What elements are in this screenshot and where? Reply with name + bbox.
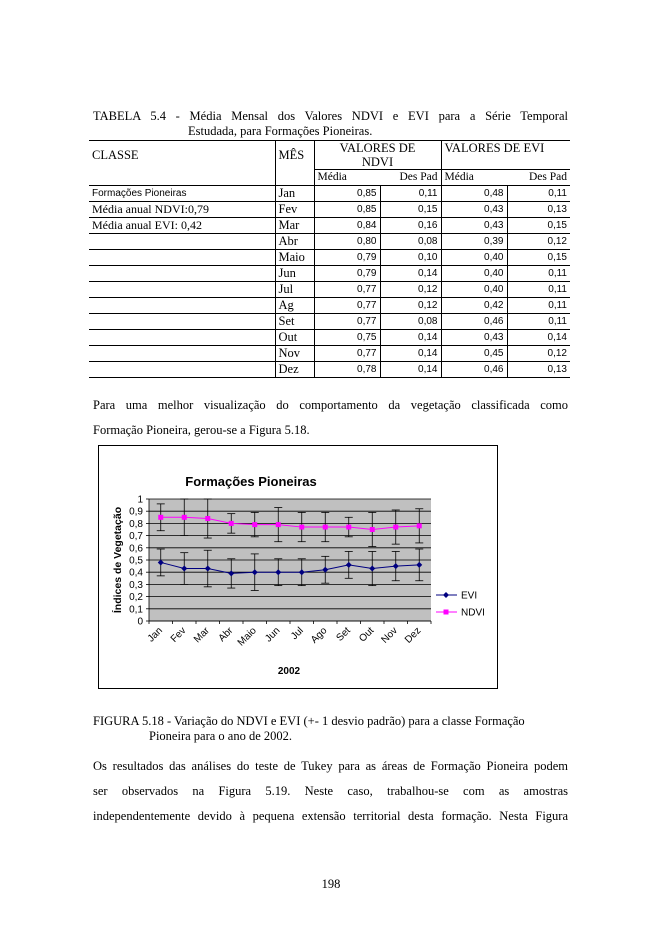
table-cell-month: Nov [275,345,314,361]
table-cell-evi-media: 0,48 [441,185,507,201]
table-cell-class [89,233,275,249]
legend-label-ndvi: NDVI [461,607,485,619]
data-point-ndvi [346,525,351,530]
y-tick-label: 0,7 [129,531,143,543]
ndvi-evi-table [89,140,570,378]
line-chart [99,446,497,688]
table-cell-class [89,281,275,297]
x-tick-label: Dez [403,625,424,646]
table-row [89,281,570,297]
subheader-evi-media: Média [441,170,507,186]
table-cell-ndvi-media: 0,77 [314,281,380,297]
paragraph-tukey [93,754,568,829]
table-row [89,313,570,329]
table-cell-ndvi-desvio: 0,12 [380,297,441,313]
page-number: 198 [321,877,341,891]
table-cell-evi-media: 0,39 [441,233,507,249]
table-cell-evi-desvio: 0,11 [507,265,570,281]
table-cell-ndvi-desvio: 0,08 [380,233,441,249]
table-row [89,361,570,377]
table-cell-evi-media: 0,43 [441,217,507,233]
table-cell-ndvi-media: 0,80 [314,233,380,249]
y-tick-label: 0,8 [129,518,143,530]
data-point-ndvi [370,527,375,532]
paragraph-intro-line2: Formação Pioneira, gerou-se a Figura 5.18. [93,423,310,437]
table-cell-evi-desvio: 0,15 [507,217,570,233]
legend-marker-evi [443,592,449,598]
x-tick-label: Nov [379,625,400,646]
header-evi-label: VALORES DE EVI [444,141,545,155]
x-axis-label: 2002 [277,666,301,677]
table-cell-month: Out [275,329,314,345]
table-cell-ndvi-desvio: 0,14 [380,265,441,281]
table-cell-ndvi-media: 0,77 [314,313,380,329]
table-cell-evi-media: 0,46 [441,361,507,377]
table-cell-class [89,265,275,281]
table-cell-class: Média anual EVI: 0,42 [89,217,275,233]
subheader-empty-mes [275,170,314,186]
header-ndvi-line2: NDVI [361,155,394,169]
subheader-empty [89,170,275,186]
table-cell-class [89,329,275,345]
table-cell-evi-desvio: 0,12 [507,345,570,361]
table-cell-ndvi-media: 0,77 [314,297,380,313]
y-axis-label: Índices de Vegetação [112,506,124,614]
table-cell-evi-desvio: 0,13 [507,201,570,217]
figure-caption [93,714,573,744]
x-tick-label: Set [334,625,353,644]
table-cell-ndvi-media: 0,75 [314,329,380,345]
table-cell-ndvi-media: 0,78 [314,361,380,377]
table-cell-evi-media: 0,40 [441,249,507,265]
x-tick-label: Jan [145,625,165,645]
table-row [89,233,570,249]
table-caption [93,109,568,139]
table-cell-evi-media: 0,40 [441,265,507,281]
table-row [89,249,570,265]
table-cell-evi-media: 0,42 [441,297,507,313]
data-point-ndvi [417,523,422,528]
y-tick-label: 0,5 [129,555,143,567]
table-row [89,297,570,313]
chart-title: Formações Pioneiras [185,474,317,489]
y-tick-label: 0,3 [129,579,143,591]
y-tick-label: 0,2 [129,592,143,604]
table-cell-ndvi-media: 0,85 [314,201,380,217]
table-row [89,329,570,345]
table-cell-month: Jan [275,185,314,201]
y-tick-label: 0,4 [129,567,143,579]
data-point-ndvi [276,522,281,527]
table-cell-evi-media: 0,46 [441,313,507,329]
paragraph-tukey-line3: independentemente devido à pequena extensão territorial desta formação. Nesta Figura [93,809,568,823]
paragraph-intro [93,393,568,443]
x-tick-label: Ago [309,625,330,646]
y-tick-label: 0,9 [129,506,143,518]
subheader-evi-despad: Des Pad [507,170,570,186]
data-point-ndvi [182,515,187,520]
table-cell-evi-desvio: 0,12 [507,233,570,249]
table-cell-evi-desvio: 0,11 [507,185,570,201]
table-row [89,217,570,233]
table-cell-ndvi-media: 0,79 [314,249,380,265]
table-cell-ndvi-desvio: 0,15 [380,201,441,217]
data-point-ndvi [205,516,210,521]
x-tick-label: Maio [235,625,259,649]
figure-caption-line1: FIGURA 5.18 - Variação do NDVI e EVI (+- 1 desvio padrão) para a classe Formação [93,714,525,728]
table-cell-month: Abr [275,233,314,249]
table-cell-evi-media: 0,43 [441,201,507,217]
table-cell-evi-media: 0,40 [441,281,507,297]
table-cell-ndvi-desvio: 0,11 [380,185,441,201]
table-caption-line1: TABELA 5.4 - Média Mensal dos Valores NDVI e EVI para a Série Temporal [93,109,568,123]
table-cell-month: Maio [275,249,314,265]
header-ndvi [314,141,441,170]
table-cell-class [89,313,275,329]
x-tick-label: Jul [289,625,306,643]
y-tick-label: 0 [137,616,143,628]
table-cell-month: Ag [275,297,314,313]
table-body [89,141,570,378]
table-subheader-row [89,170,570,186]
header-classe: CLASSE [89,141,275,170]
table-cell-class: Média anual NDVI:0,79 [89,201,275,217]
table-cell-ndvi-desvio: 0,14 [380,361,441,377]
table-cell-ndvi-media: 0,84 [314,217,380,233]
table-cell-class [89,345,275,361]
table-header-row [89,141,570,170]
table-cell-evi-desvio: 0,13 [507,361,570,377]
header-mes-label: MÊS [278,147,305,162]
table-cell-month: Jul [275,281,314,297]
paragraph-tukey-line2: ser observados na Figura 5.19. Neste caso, trabalhou-se com as amostras [93,784,568,798]
table-cell-evi-desvio: 0,11 [507,281,570,297]
table-cell-ndvi-desvio: 0,10 [380,249,441,265]
header-mes [275,141,314,170]
table-cell-class [89,297,275,313]
subheader-ndvi-despad: Des Pad [380,170,441,186]
figure-caption-line2: Pioneira para o ano de 2002. [149,729,293,743]
chart-figure [98,445,498,689]
data-point-ndvi [229,521,234,526]
paragraph-intro-line1: Para uma melhor visualização do comportamento da vegetação classificada como [93,398,568,412]
x-tick-label: Abr [216,625,236,645]
data-point-ndvi [158,515,163,520]
x-tick-label: Fev [168,625,189,645]
data-point-ndvi [393,525,398,530]
table-row [89,185,570,201]
table-cell-ndvi-desvio: 0,14 [380,329,441,345]
y-tick-label: 0,1 [129,604,143,616]
table-cell-evi-desvio: 0,11 [507,313,570,329]
table-row [89,345,570,361]
table-cell-ndvi-media: 0,77 [314,345,380,361]
table-row [89,201,570,217]
table-cell-month: Fev [275,201,314,217]
data-point-ndvi [323,525,328,530]
data-point-ndvi [299,525,304,530]
table-row [89,265,570,281]
table-cell-month: Set [275,313,314,329]
table-cell-class: Formações Pioneiras [89,185,275,201]
paragraph-tukey-line1: Os resultados das análises do teste de Tukey para as áreas de Formação Pioneira podem [93,759,568,773]
table-cell-ndvi-media: 0,79 [314,265,380,281]
table-cell-ndvi-desvio: 0,14 [380,345,441,361]
legend-marker-ndvi [444,610,449,615]
subheader-ndvi-media: Média [314,170,380,186]
table-cell-evi-desvio: 0,14 [507,329,570,345]
header-evi [441,141,570,170]
data-point-ndvi [252,522,257,527]
table-cell-evi-desvio: 0,15 [507,249,570,265]
table-caption-line2: Estudada, para Formações Pioneiras. [188,124,373,138]
table-cell-evi-desvio: 0,11 [507,297,570,313]
table-cell-month: Jun [275,265,314,281]
table-cell-ndvi-media: 0,85 [314,185,380,201]
table-cell-month: Mar [275,217,314,233]
table-cell-ndvi-desvio: 0,16 [380,217,441,233]
table-cell-evi-media: 0,43 [441,329,507,345]
table-cell-class [89,249,275,265]
table-cell-evi-media: 0,45 [441,345,507,361]
legend-label-evi: EVI [461,590,478,602]
table-cell-ndvi-desvio: 0,08 [380,313,441,329]
header-ndvi-line1: VALORES DE [339,141,416,155]
table-cell-class [89,361,275,377]
x-tick-label: Out [357,625,377,645]
table-cell-month: Dez [275,361,314,377]
table-cell-ndvi-desvio: 0,12 [380,281,441,297]
x-tick-label: Mar [191,625,212,646]
y-tick-label: 0,6 [129,543,143,555]
y-tick-label: 1 [137,494,143,506]
x-tick-label: Jun [263,625,283,645]
